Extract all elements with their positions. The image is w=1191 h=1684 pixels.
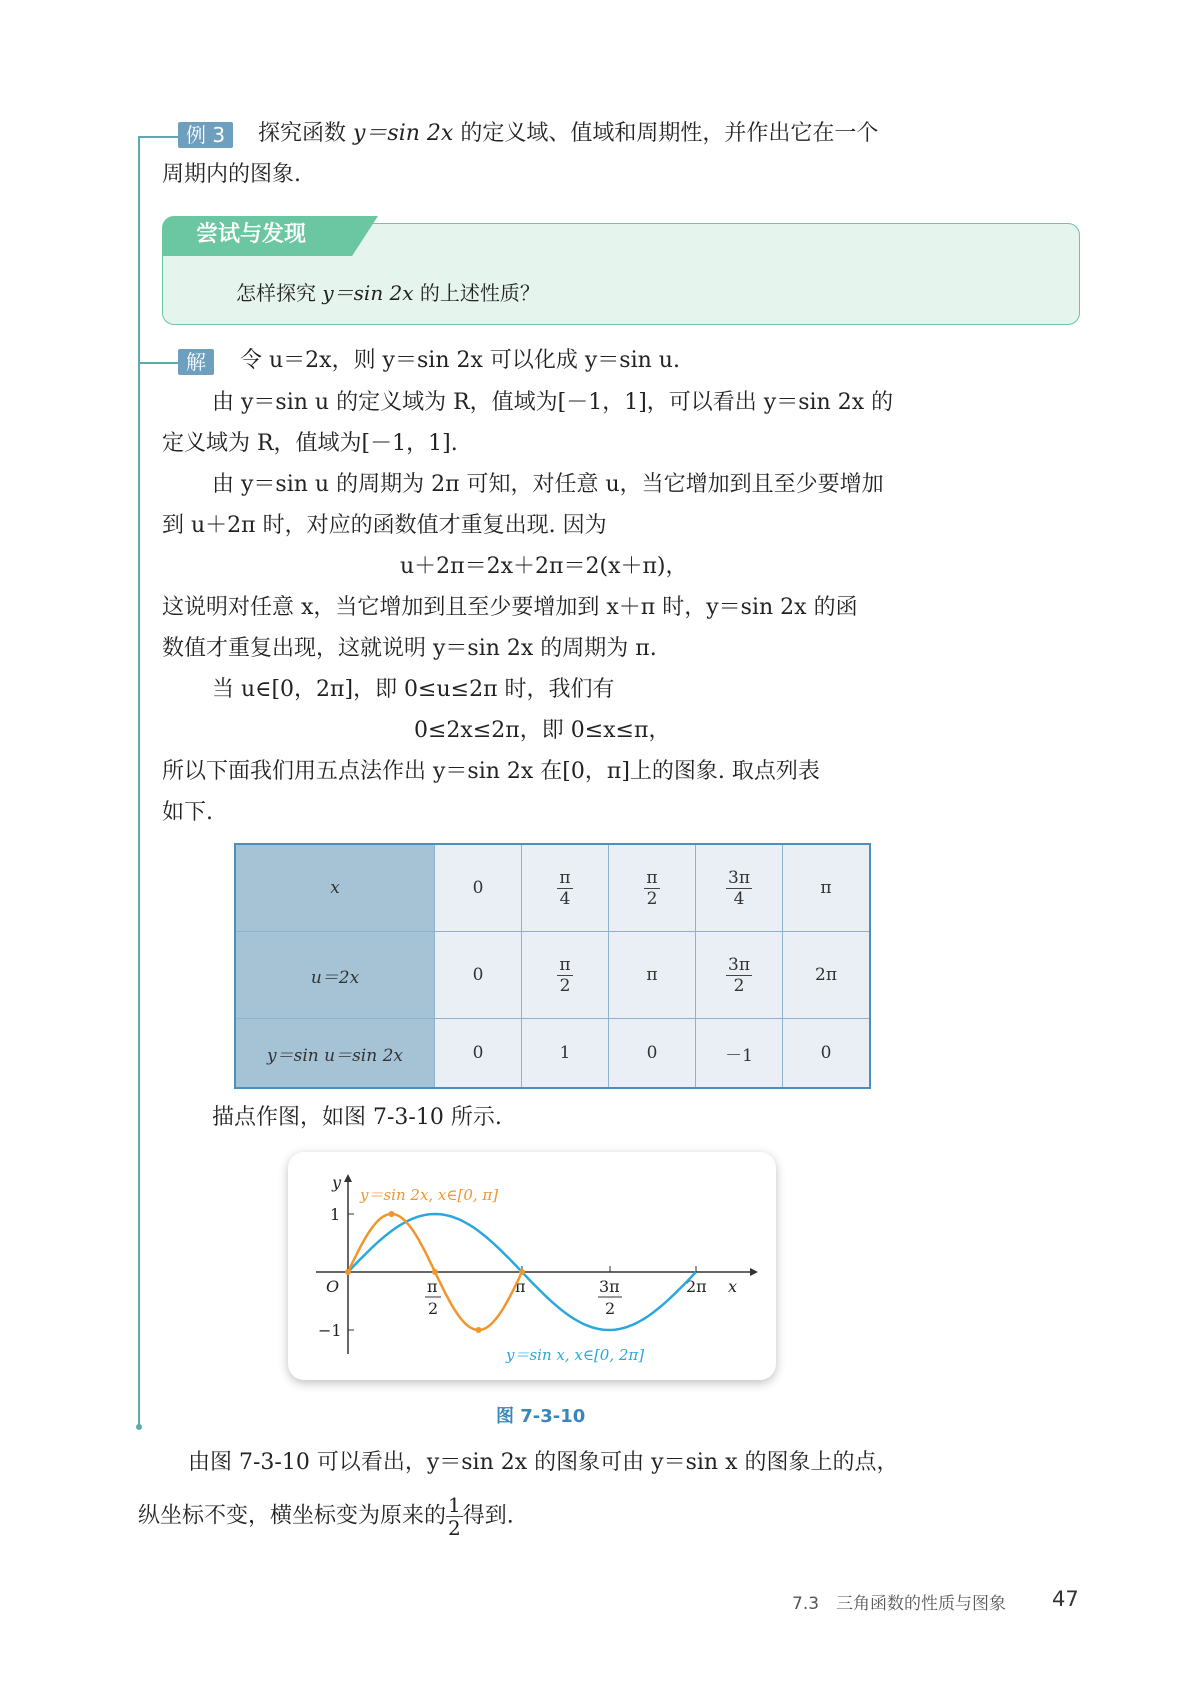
solution-badge: 解 [178, 349, 214, 375]
table-row [235, 1019, 870, 1089]
try-question-b: 的上述性质？ [413, 281, 540, 305]
try-question-math: y＝sin 2x [322, 281, 414, 305]
page-number: 47 [1052, 1587, 1079, 1611]
solution-hook [138, 362, 178, 364]
solution-line-3: 定义域为 R，值域为[－1，1]. [162, 431, 458, 456]
table-cell: －1 [696, 1019, 783, 1089]
conclusion-line-1: 由图 7-3-10 可以看出，y＝sin 2x 的图象可由 y＝sin x 的图象上的点， [188, 1450, 899, 1475]
x-axis-arrow [750, 1268, 758, 1276]
table-cell: π [609, 932, 696, 1019]
table-cell: 1 [522, 1019, 609, 1089]
table-row [235, 932, 870, 1019]
table-cell: 2π [783, 932, 871, 1019]
y-tick-1: 1 [330, 1205, 341, 1224]
key-point-0 [345, 1269, 351, 1275]
sin-2x-label: y＝sin 2x, x∈[0, π] [360, 1186, 499, 1204]
solution-line-2: 由 y＝sin u 的定义域为 R，值域为[－1，1]，可以看出 y＝sin 2x 的 [212, 390, 894, 415]
table-cell: $\frac{3\pi}{4}$ [696, 844, 783, 932]
solution-equation-2: 0≤2x≤2π，即 0≤x≤π， [414, 718, 671, 743]
solution-line-10: 如下. [162, 800, 213, 825]
guide-end-dot [136, 1424, 142, 1430]
one-half-fraction: $\frac{1}{2}$ [448, 1493, 461, 1540]
try-discover-title: 尝试与发现 [196, 222, 307, 247]
x-tick-half-pi-num: π [427, 1277, 438, 1296]
example-text-b: 的定义域、值域和周期性，并作出它在一个 [453, 121, 879, 146]
table-cell: $\frac{\pi}{4}$ [522, 844, 609, 932]
row-head-x: x [235, 844, 435, 932]
solution-line-5: 到 u＋2π 时，对应的函数值才重复出现. 因为 [162, 513, 607, 538]
try-question [236, 278, 540, 308]
conclusion-text-b: 得到. [462, 1503, 514, 1529]
solution-line-6: 这说明对任意 x，当它增加到且至少要增加到 x＋π 时，y＝sin 2x 的函 [162, 595, 858, 620]
table-cell: 0 [435, 932, 522, 1019]
table-cell: 0 [783, 1019, 871, 1089]
y-tick-neg1: −1 [318, 1321, 342, 1340]
example-math: y＝sin 2x [353, 121, 454, 146]
try-question-a: 怎样探究 [236, 281, 323, 305]
five-point-table [234, 843, 871, 1089]
after-table-text: 描点作图，如图 7-3-10 所示. [212, 1105, 502, 1130]
example-hook [138, 136, 178, 138]
y-axis-label: y [332, 1173, 342, 1192]
table-cell: $\frac{\pi}{2}$ [609, 844, 696, 932]
footer-section: 7.3 三角函数的性质与图象 [792, 1594, 1007, 1614]
margin-guide-line [138, 136, 140, 1426]
conclusion-line-2 [138, 1494, 514, 1539]
x-tick-half-pi-den: 2 [428, 1299, 439, 1318]
solution-line-8: 当 u∈[0，2π]，即 0≤u≤2π 时，我们有 [212, 677, 615, 702]
solution-line-7: 数值才重复出现，这就说明 y＝sin 2x 的周期为 π. [162, 636, 657, 661]
x-axis-label: x [728, 1277, 738, 1296]
x-tick-pi: π [515, 1277, 526, 1296]
example-text-a: 探究函数 [258, 121, 353, 146]
example-line-2: 周期内的图象. [162, 162, 301, 187]
key-point-2 [432, 1269, 438, 1275]
key-point-3 [476, 1327, 482, 1333]
y-axis-arrow [344, 1174, 352, 1182]
x-tick-3half-pi-num: 3π [599, 1277, 620, 1296]
key-point-1 [389, 1211, 395, 1217]
conclusion-text-a: 纵坐标不变，横坐标变为原来的 [138, 1503, 447, 1529]
origin-label: O [326, 1277, 340, 1296]
example-line-1 [258, 119, 878, 149]
row-head-u: u＝2x [235, 932, 435, 1019]
row-head-y: y＝sin u＝sin 2x [235, 1019, 435, 1089]
sine-graph [288, 1152, 776, 1380]
table-cell: 0 [609, 1019, 696, 1089]
table-cell: $\frac{3\pi}{2}$ [696, 932, 783, 1019]
figure-caption: 图 7-3-10 [496, 1406, 586, 1427]
table-row [235, 844, 870, 932]
table-cell: $\frac{\pi}{2}$ [522, 932, 609, 1019]
solution-line-4: 由 y＝sin u 的周期为 2π 可知，对任意 u，当它增加到且至少要增加 [212, 472, 884, 497]
solution-line-9: 所以下面我们用五点法作出 y＝sin 2x 在[0，π]上的图象. 取点列表 [162, 759, 820, 784]
example-badge: 例 3 [178, 122, 233, 148]
sin-x-label: y＝sin x, x∈[0, 2π] [506, 1346, 645, 1364]
table-cell: 0 [435, 1019, 522, 1089]
table-cell: π [783, 844, 871, 932]
key-point-4 [519, 1269, 525, 1275]
x-tick-3half-pi-den: 2 [605, 1299, 616, 1318]
solution-equation-1: u＋2π＝2x＋2π＝2(x＋π)， [400, 554, 688, 579]
solution-line-1: 令 u＝2x，则 y＝sin 2x 可以化成 y＝sin u. [240, 348, 680, 373]
x-tick-2pi: 2π [686, 1277, 707, 1296]
table-cell: 0 [435, 844, 522, 932]
